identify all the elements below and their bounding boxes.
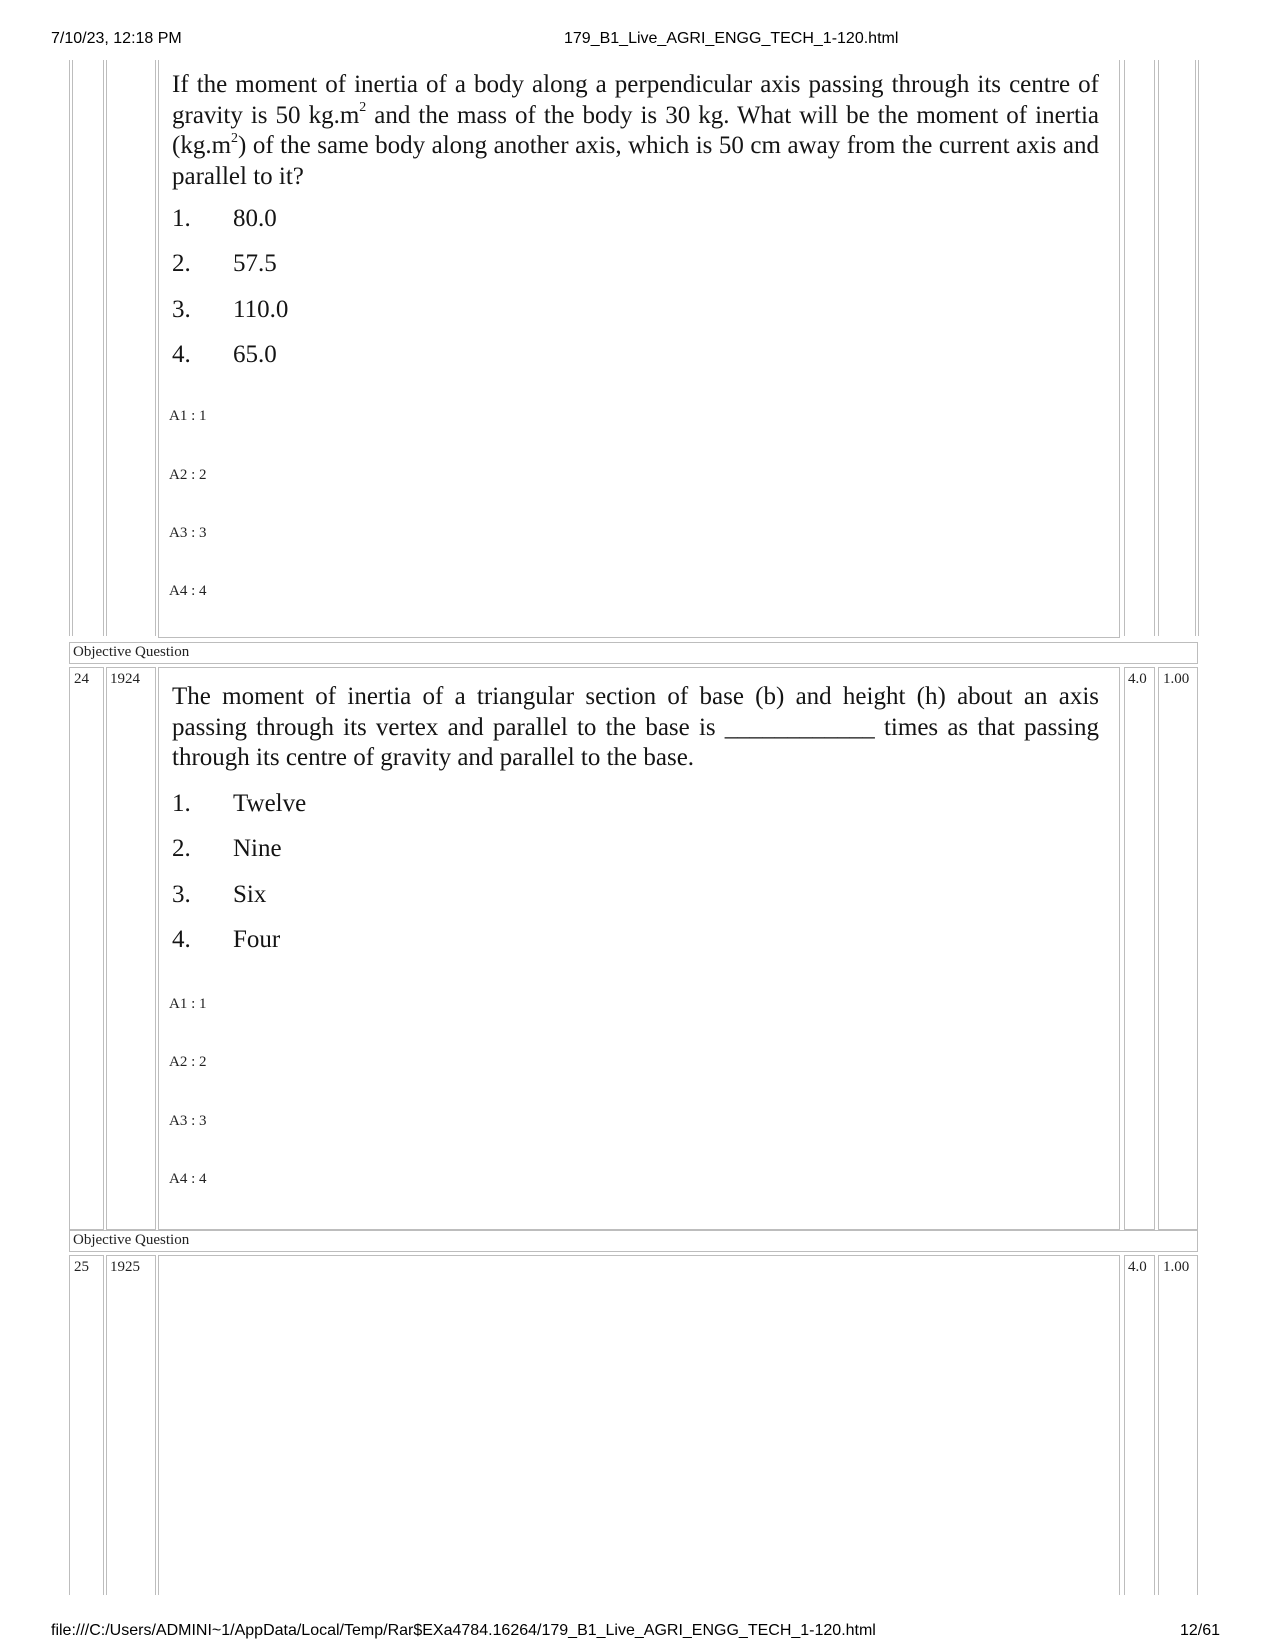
option-3: 3. 110.0 (172, 296, 289, 323)
option-2: 2. 57.5 (172, 250, 277, 277)
table-border (72, 60, 73, 636)
answer-3: A3 : 3 (169, 525, 207, 541)
table-border (69, 60, 70, 636)
marks-value: 4.0 (1128, 671, 1147, 687)
question-type-row (69, 1230, 1198, 1252)
answer-1: A1 : 1 (169, 996, 207, 1012)
document-title: 179_B1_Live_AGRI_ENGG_TECH_1-120.html (564, 30, 899, 47)
marks-cell (1124, 667, 1155, 1230)
marks-cell (1124, 1255, 1155, 1595)
question-type-label: Objective Question (73, 1232, 190, 1248)
table-border (1154, 60, 1155, 636)
print-timestamp: 7/10/23, 12:18 PM (51, 30, 182, 47)
qid-cell (106, 1255, 156, 1595)
option-3: 3. Six (172, 881, 267, 908)
option-1: 1. 80.0 (172, 205, 277, 232)
negative-cell (1158, 1255, 1198, 1595)
option-1: 1. Twelve (172, 790, 307, 817)
table-border (1198, 60, 1199, 636)
table-border (106, 60, 107, 636)
negative-marks-value: 1.00 (1163, 671, 1190, 687)
qid-cell (106, 667, 156, 1230)
question-24-text: The moment of inertia of a triangular section of base (b) and height (h) about an axis passing through its vertex and parallel to the base is ____________ times as that passing through its centre of gravity and parallel to the base. (172, 683, 1099, 771)
negative-cell (1158, 667, 1198, 1230)
negative-marks-value: 1.00 (1163, 1259, 1190, 1275)
answer-1: A1 : 1 (169, 408, 207, 424)
table-border (155, 60, 156, 636)
marks-value: 4.0 (1128, 1259, 1147, 1275)
sno-cell (69, 1255, 104, 1595)
question-23-text: If the moment of inertia of a body along a perpendicular axis passing through its centre of gravity is 50 $kg.m^2$ and the mass of the body is 30 kg. What will be the moment of inertia $(kg.m^2)$ of the same body along another axis, which is 50 cm away from the current axis and parallel to it? (172, 71, 1100, 190)
sno-cell (69, 667, 104, 1230)
answer-2: A2 : 2 (169, 1054, 207, 1070)
option-2: 2. Nine (172, 835, 282, 862)
question-id: 1925 (110, 1259, 140, 1275)
answer-2: A2 : 2 (169, 467, 207, 483)
table-border (1195, 60, 1196, 636)
option-4: 4. Four (172, 926, 281, 953)
question-id: 1924 (110, 671, 140, 687)
file-path: file:///C:/Users/ADMINI~1/AppData/Local/Temp/Rar$EXa4784.16264/179_B1_Live_AGRI_ENGG_TECH_1-120.html (51, 1622, 876, 1639)
serial-number: 24 (74, 671, 89, 687)
question-type-row (69, 642, 1198, 664)
option-4: 4. 65.0 (172, 341, 277, 368)
question-type-label: Objective Question (73, 644, 190, 660)
table-border (1158, 60, 1159, 636)
answer-3: A3 : 3 (169, 1113, 207, 1129)
serial-number: 25 (74, 1259, 89, 1275)
page-number: 12/61 (1180, 1622, 1221, 1639)
table-border (1124, 60, 1125, 636)
question-cell (158, 1255, 1120, 1595)
answer-4: A4 : 4 (169, 583, 207, 599)
answer-4: A4 : 4 (169, 1171, 207, 1187)
table-border (103, 60, 104, 636)
